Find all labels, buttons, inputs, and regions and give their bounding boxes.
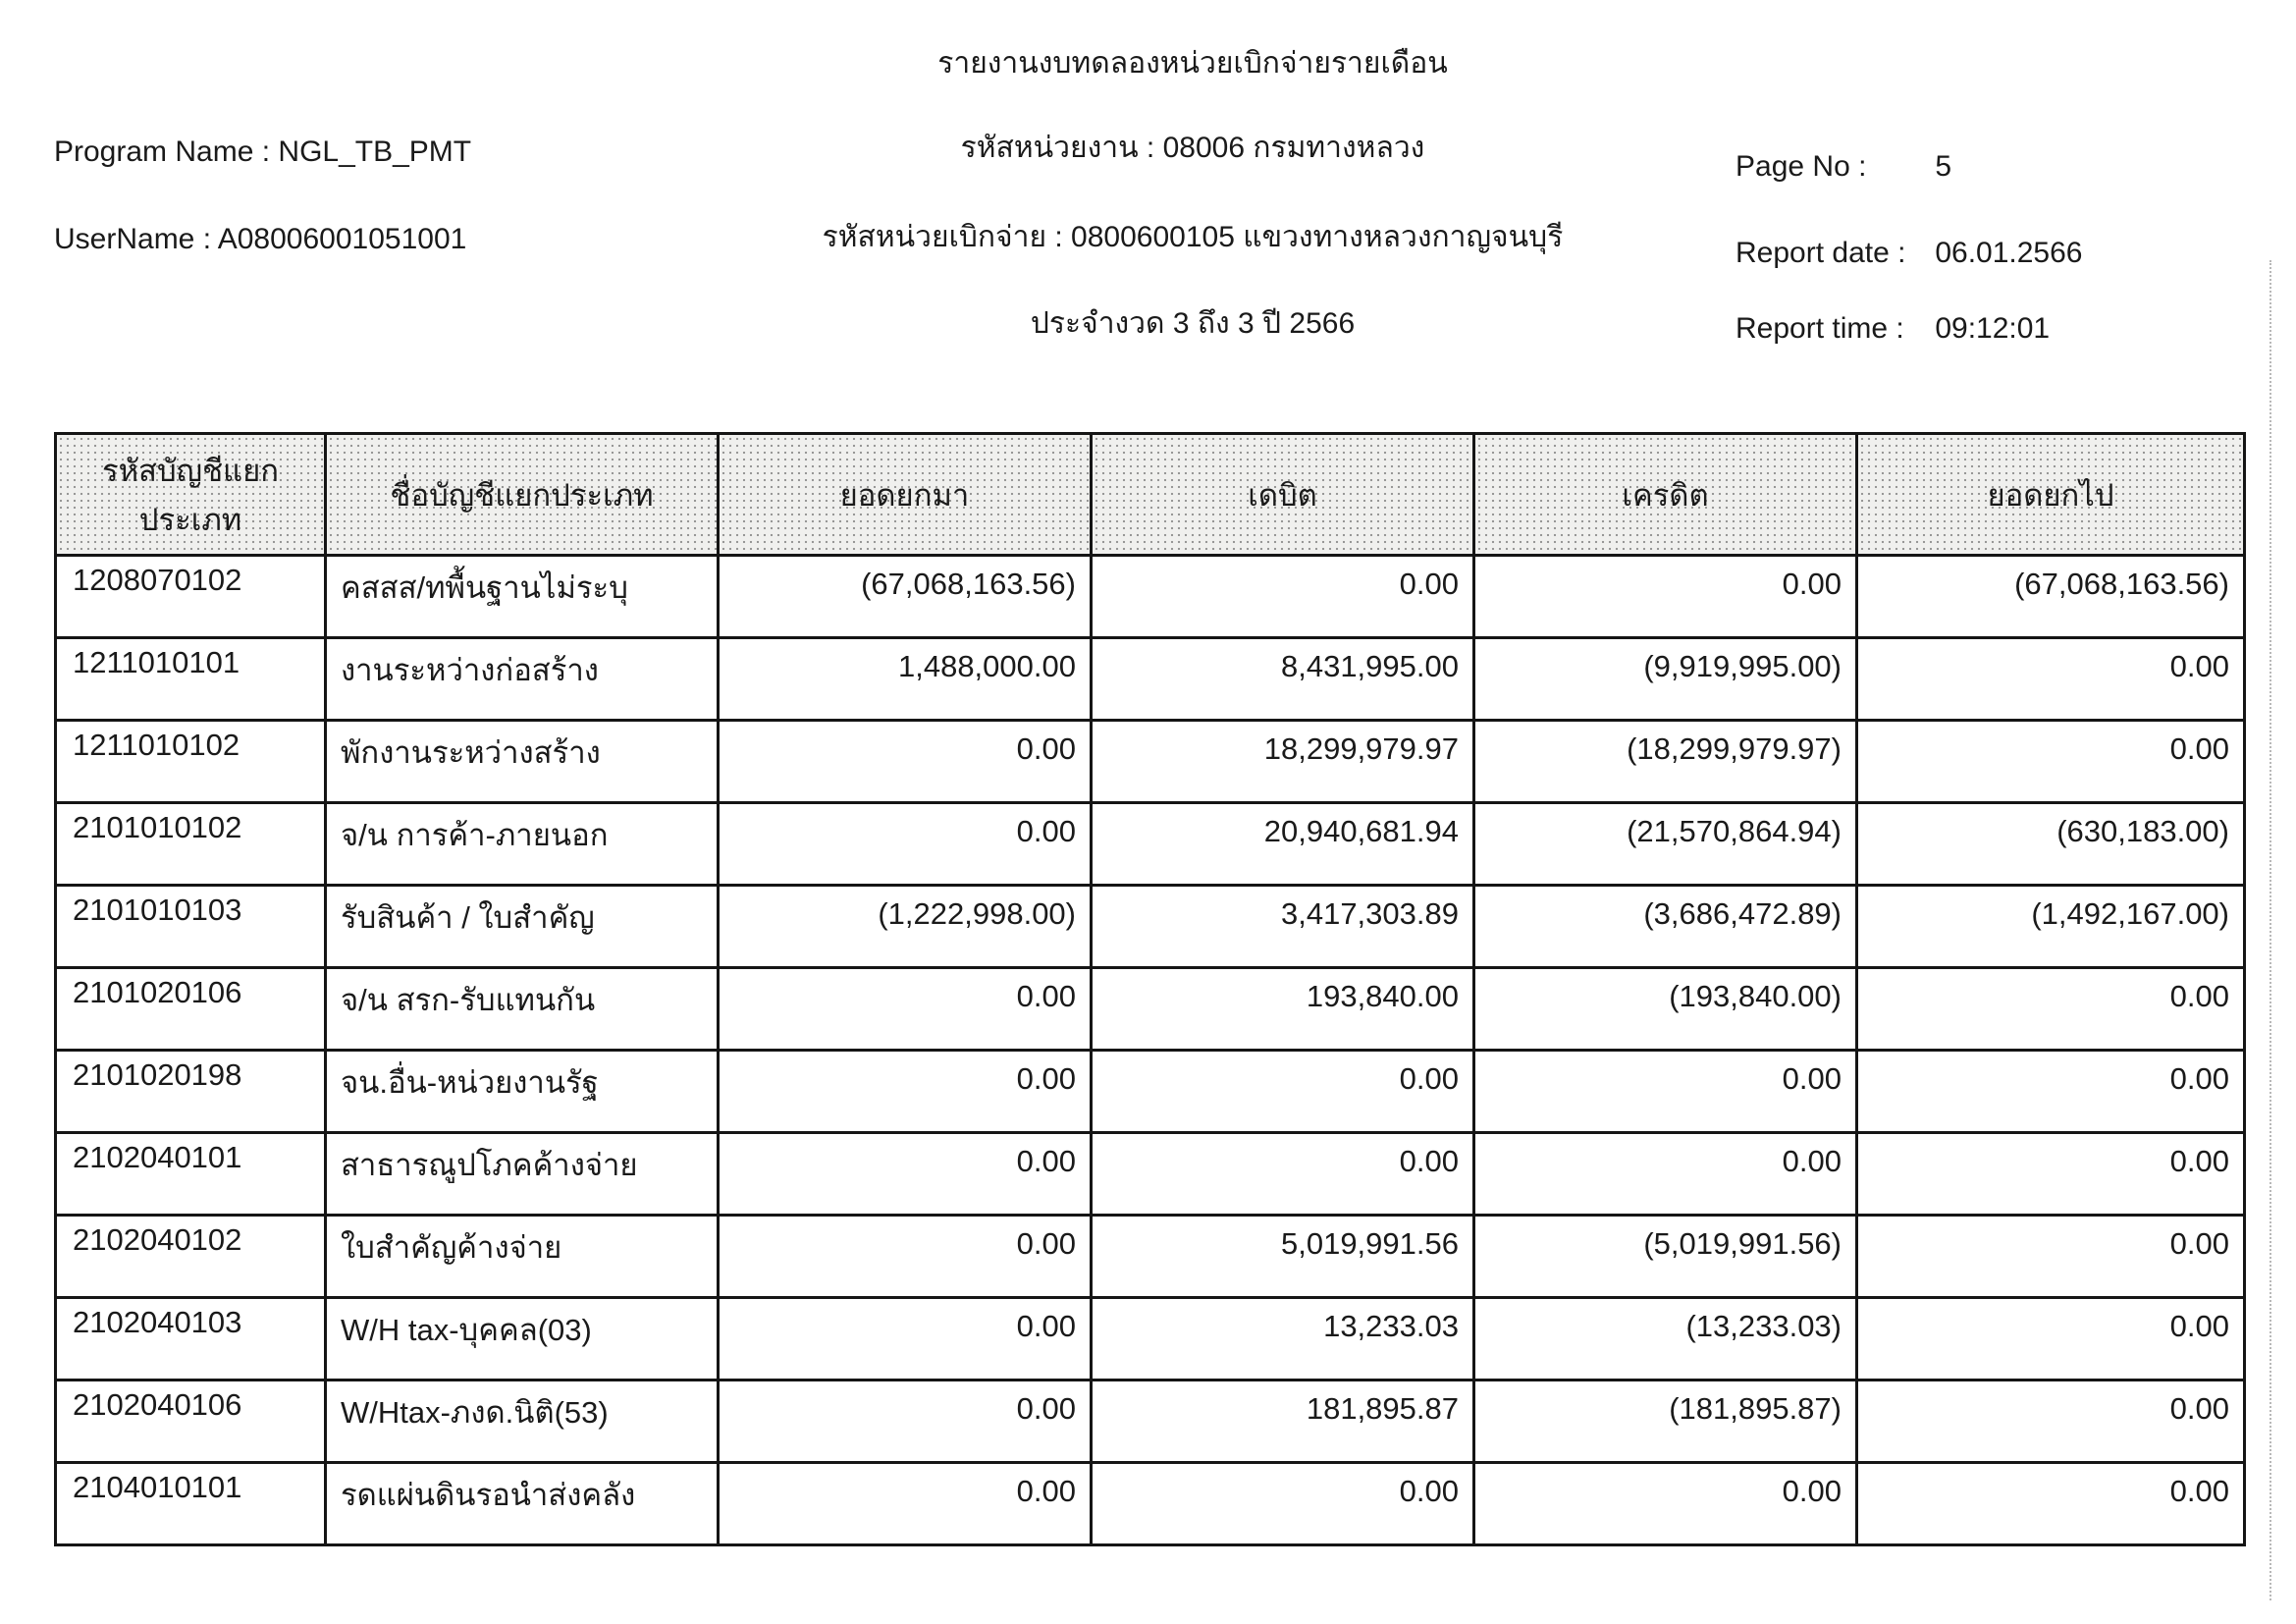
- credit-cell: (3,686,472.89): [1474, 886, 1857, 968]
- carry-forward-cell: 0.00: [719, 803, 1092, 886]
- trial-balance-table-wrap: [54, 432, 2243, 1546]
- table-body: [56, 556, 2245, 1545]
- account-name-cell: จ/น สรก-รับแทนกัน: [326, 968, 719, 1051]
- ending-balance-cell: (630,183.00): [1857, 803, 2245, 886]
- account-code-cell: 2104010101: [56, 1463, 326, 1545]
- credit-cell: (181,895.87): [1474, 1380, 1857, 1463]
- account-name-cell: ใบสำคัญค้างจ่าย: [326, 1216, 719, 1298]
- report-date-line: [1735, 234, 2083, 272]
- credit-cell: (193,840.00): [1474, 968, 1857, 1051]
- credit-cell: 0.00: [1474, 1463, 1857, 1545]
- table-row: [56, 803, 2245, 886]
- report-time-label: Report time :: [1735, 312, 1904, 345]
- table-row: [56, 1298, 2245, 1380]
- account-code-cell: 2102040101: [56, 1133, 326, 1216]
- carry-forward-cell: (1,222,998.00): [719, 886, 1092, 968]
- ending-balance-cell: 0.00: [1857, 1380, 2245, 1463]
- program-name-line: Program Name : NGL_TB_PMT: [54, 135, 472, 168]
- debit-cell: 0.00: [1092, 1133, 1474, 1216]
- ending-balance-cell: 0.00: [1857, 638, 2245, 721]
- table-header: [56, 434, 2245, 556]
- carry-forward-cell: 0.00: [719, 968, 1092, 1051]
- credit-cell: (13,233.03): [1474, 1298, 1857, 1380]
- carry-forward-cell: 0.00: [719, 1216, 1092, 1298]
- account-code-cell: 2101020198: [56, 1051, 326, 1133]
- table-row: [56, 556, 2245, 638]
- credit-cell: 0.00: [1474, 1133, 1857, 1216]
- carry-forward-cell: (67,068,163.56): [719, 556, 1092, 638]
- table-row: [56, 886, 2245, 968]
- ending-balance-cell: 0.00: [1857, 968, 2245, 1051]
- table-row: [56, 968, 2245, 1051]
- ending-balance-cell: (1,492,167.00): [1857, 886, 2245, 968]
- carry-forward-cell: 1,488,000.00: [719, 638, 1092, 721]
- carry-forward-cell: 0.00: [719, 1051, 1092, 1133]
- page-no-label: Page No :: [1735, 150, 1867, 183]
- debit-cell: 0.00: [1092, 1051, 1474, 1133]
- ending-balance-cell: 0.00: [1857, 1298, 2245, 1380]
- column-header: ยอดยกมา: [719, 434, 1092, 556]
- debit-cell: 3,417,303.89: [1092, 886, 1474, 968]
- page-no-line: [1735, 147, 1951, 186]
- account-name-cell: W/H tax-บุคคล(03): [326, 1298, 719, 1380]
- page-edge-dotted-line: [2269, 260, 2271, 1600]
- debit-cell: 5,019,991.56: [1092, 1216, 1474, 1298]
- report-time-line: [1735, 309, 2050, 348]
- report-date-value: 06.01.2566: [1935, 237, 2083, 269]
- column-header: เครดิต: [1474, 434, 1857, 556]
- debit-cell: 181,895.87: [1092, 1380, 1474, 1463]
- table-row: [56, 638, 2245, 721]
- credit-cell: (5,019,991.56): [1474, 1216, 1857, 1298]
- credit-cell: (21,570,864.94): [1474, 803, 1857, 886]
- debit-cell: 20,940,681.94: [1092, 803, 1474, 886]
- table-row: [56, 1380, 2245, 1463]
- account-name-cell: W/Htax-ภงด.นิติ(53): [326, 1380, 719, 1463]
- debit-cell: 193,840.00: [1092, 968, 1474, 1051]
- account-code-cell: 1211010102: [56, 721, 326, 803]
- credit-cell: 0.00: [1474, 556, 1857, 638]
- table-row: [56, 1051, 2245, 1133]
- account-name-cell: พักงานระหว่างสร้าง: [326, 721, 719, 803]
- report-date-label: Report date :: [1735, 237, 1906, 269]
- credit-cell: 0.00: [1474, 1051, 1857, 1133]
- debit-cell: 8,431,995.00: [1092, 638, 1474, 721]
- account-name-cell: จน.อื่น-หน่วยงานรัฐ: [326, 1051, 719, 1133]
- trial-balance-table: [54, 432, 2246, 1546]
- debit-cell: 0.00: [1092, 556, 1474, 638]
- ending-balance-cell: 0.00: [1857, 1463, 2245, 1545]
- account-name-cell: คสสส/ทพื้นฐานไม่ระบุ: [326, 556, 719, 638]
- account-code-cell: 1208070102: [56, 556, 326, 638]
- page-no-value: 5: [1935, 150, 1952, 183]
- account-name-cell: งานระหว่างก่อสร้าง: [326, 638, 719, 721]
- table-row: [56, 1216, 2245, 1298]
- account-code-cell: 2101010102: [56, 803, 326, 886]
- agency-code-line: รหัสหน่วยงาน : 08006 กรมทางหลวง: [960, 132, 1425, 164]
- carry-forward-cell: 0.00: [719, 1463, 1092, 1545]
- account-code-cell: 1211010101: [56, 638, 326, 721]
- column-header: เดบิต: [1092, 434, 1474, 556]
- carry-forward-cell: 0.00: [719, 1133, 1092, 1216]
- account-code-cell: 2102040102: [56, 1216, 326, 1298]
- credit-cell: (18,299,979.97): [1474, 721, 1857, 803]
- disbursement-code-line: รหัสหน่วยเบิกจ่าย : 0800600105 แขวงทางหลวงกาญจนบุรี: [822, 221, 1564, 253]
- column-header: ชื่อบัญชีแยกประเภท: [326, 434, 719, 556]
- debit-cell: 13,233.03: [1092, 1298, 1474, 1380]
- debit-cell: 0.00: [1092, 1463, 1474, 1545]
- account-name-cell: สาธารณูปโภคค้างจ่าย: [326, 1133, 719, 1216]
- column-header: รหัสบัญชีแยกประเภท: [56, 434, 326, 556]
- account-name-cell: จ/น การค้า-ภายนอก: [326, 803, 719, 886]
- carry-forward-cell: 0.00: [719, 1380, 1092, 1463]
- account-code-cell: 2101020106: [56, 968, 326, 1051]
- ending-balance-cell: 0.00: [1857, 721, 2245, 803]
- ending-balance-cell: 0.00: [1857, 1133, 2245, 1216]
- carry-forward-cell: 0.00: [719, 1298, 1092, 1380]
- table-row: [56, 1463, 2245, 1545]
- ending-balance-cell: 0.00: [1857, 1051, 2245, 1133]
- credit-cell: (9,919,995.00): [1474, 638, 1857, 721]
- account-name-cell: รับสินค้า / ใบสำคัญ: [326, 886, 719, 968]
- report-time-value: 09:12:01: [1935, 312, 2051, 345]
- account-code-cell: 2102040106: [56, 1380, 326, 1463]
- table-row: [56, 1133, 2245, 1216]
- header-row: [56, 434, 2245, 556]
- account-code-cell: 2101010103: [56, 886, 326, 968]
- account-name-cell: รดแผ่นดินรอนำส่งคลัง: [326, 1463, 719, 1545]
- carry-forward-cell: 0.00: [719, 721, 1092, 803]
- report-title: รายงานงบทดลองหน่วยเบิกจ่ายรายเดือน: [937, 47, 1448, 80]
- debit-cell: 18,299,979.97: [1092, 721, 1474, 803]
- column-header: ยอดยกไป: [1857, 434, 2245, 556]
- ending-balance-cell: (67,068,163.56): [1857, 556, 2245, 638]
- table-row: [56, 721, 2245, 803]
- period-line: ประจำงวด 3 ถึง 3 ปี 2566: [1030, 307, 1356, 340]
- ending-balance-cell: 0.00: [1857, 1216, 2245, 1298]
- account-code-cell: 2102040103: [56, 1298, 326, 1380]
- username-line: UserName : A08006001051001: [54, 223, 467, 255]
